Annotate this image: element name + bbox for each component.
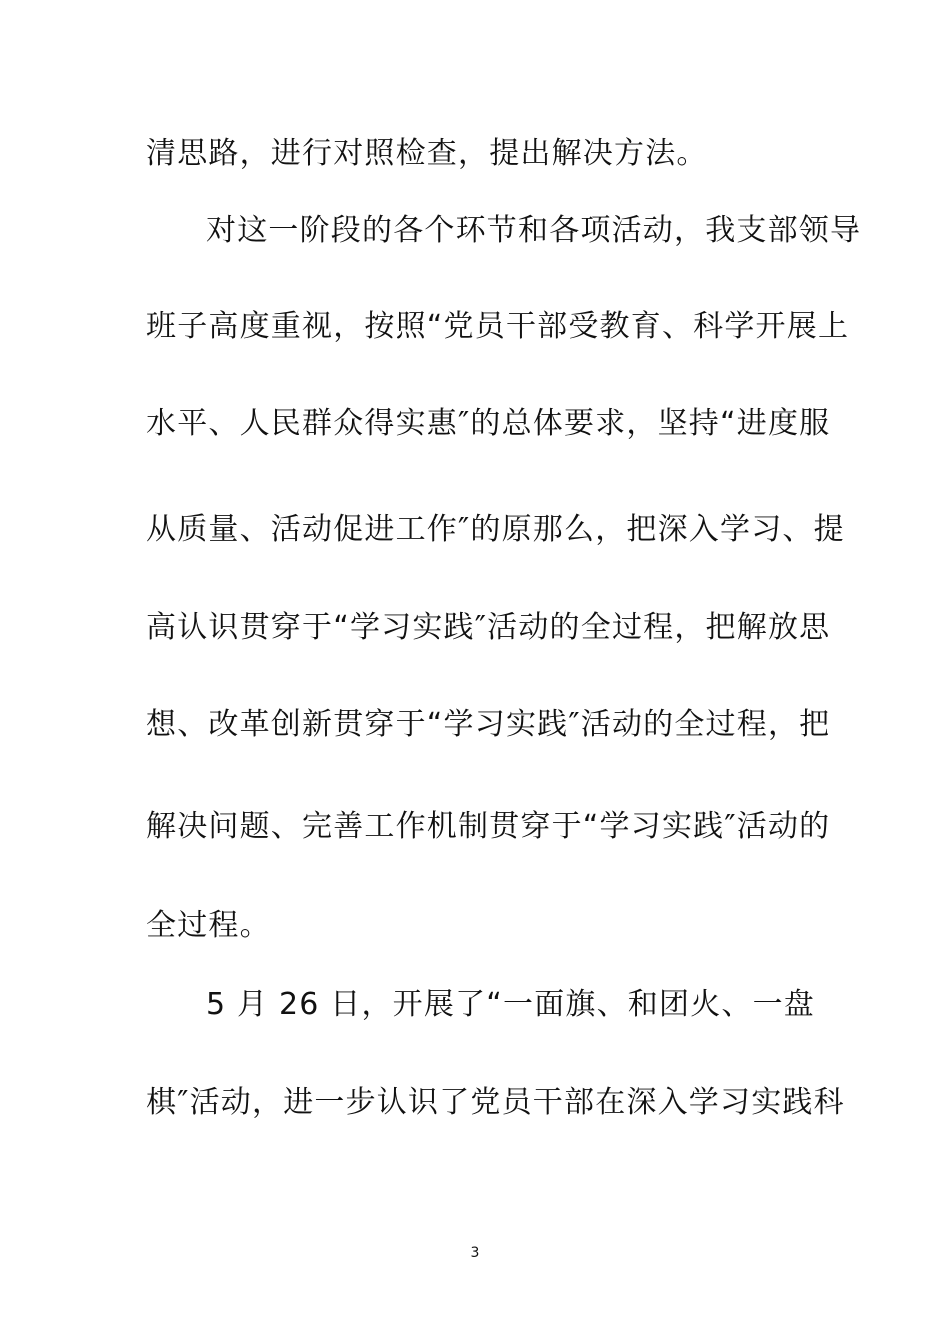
text-line-7: 想、改革创新贯穿于“学习实践″活动的全过程，把 [146,707,831,742]
text-line-8: 解决问题、完善工作机制贯穿于“学习实践″活动的 [146,809,831,844]
text-line-1: 清思路，进行对照检查，提出解决方法。 [146,136,708,171]
text-line-3: 班子高度重视，按照“党员干部受教育、科学开展上 [146,309,850,344]
text-line-2: 对这一阶段的各个环节和各项活动，我支部领导 [206,213,862,248]
text-line-10: 5 月 26 日，开展了“一面旗、和团火、一盘 [206,987,816,1022]
text-line-5: 从质量、活动促进工作″的原那么，把深入学习、提 [146,512,845,547]
text-line-6: 高认识贯穿于“学习实践″活动的全过程，把解放思 [146,610,831,645]
text-line-11: 棋″活动，进一步认识了党员干部在深入学习实践科 [146,1085,845,1120]
page-number: 3 [470,1245,480,1261]
text-line-9: 全过程。 [146,908,271,943]
text-line-4: 水平、人民群众得实惠″的总体要求，坚持“进度服 [146,406,831,441]
